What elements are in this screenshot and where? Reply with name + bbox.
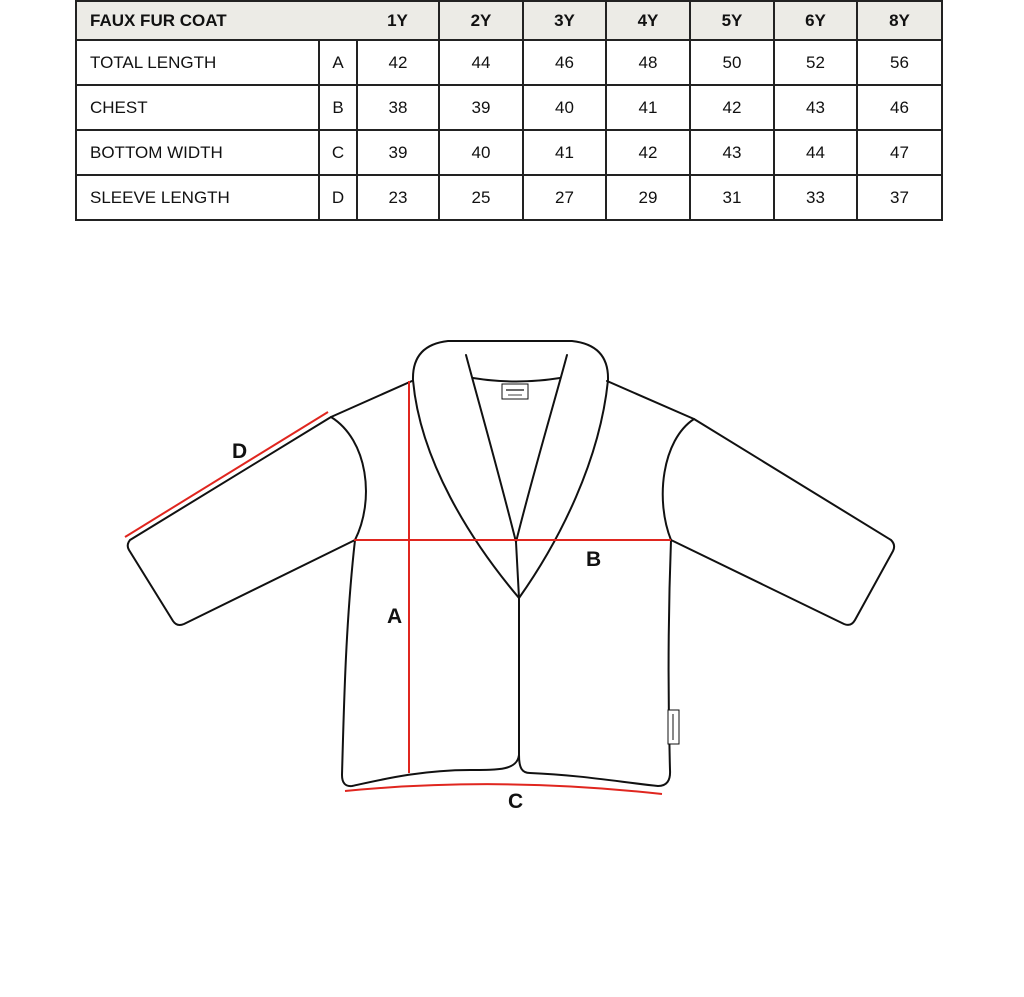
measurement-value: 42 [606, 130, 690, 175]
label-a: A [387, 605, 403, 628]
coat-diagram [0, 230, 1024, 997]
lapel-left-inner [466, 355, 516, 542]
measurement-value: 52 [774, 40, 857, 85]
measurement-name: TOTAL LENGTH [76, 40, 319, 85]
right-armhole-seam [663, 419, 694, 540]
size-header-5y: 5Y [690, 1, 774, 40]
measurement-value: 46 [523, 40, 606, 85]
measurement-value: 37 [857, 175, 942, 220]
label-c: C [508, 790, 524, 813]
measurement-code: D [319, 175, 357, 220]
measurement-value: 44 [774, 130, 857, 175]
table-row [76, 85, 942, 130]
measurement-code: A [319, 40, 357, 85]
header-spacer [319, 1, 357, 40]
measurement-value: 46 [857, 85, 942, 130]
size-header-4y: 4Y [606, 1, 690, 40]
measurement-value: 31 [690, 175, 774, 220]
table-row [76, 130, 942, 175]
measurement-value: 40 [523, 85, 606, 130]
measurement-value: 39 [439, 85, 523, 130]
left-armhole-seam [331, 417, 366, 540]
center-front-line [516, 542, 519, 598]
neckline [473, 378, 560, 382]
table-row [76, 175, 942, 220]
measurement-code: B [319, 85, 357, 130]
measurement-value: 25 [439, 175, 523, 220]
measurement-value: 42 [357, 40, 439, 85]
measurement-value: 39 [357, 130, 439, 175]
measurement-value: 56 [857, 40, 942, 85]
size-header-1y: 1Y [357, 1, 439, 40]
measurement-value: 23 [357, 175, 439, 220]
measurement-code: C [319, 130, 357, 175]
size-header-3y: 3Y [523, 1, 606, 40]
measurement-value: 47 [857, 130, 942, 175]
measurement-value: 48 [606, 40, 690, 85]
size-header-6y: 6Y [774, 1, 857, 40]
label-b: B [586, 548, 602, 571]
right-body-outline [519, 540, 671, 786]
size-header-2y: 2Y [439, 1, 523, 40]
size-header-row [76, 1, 942, 40]
table-row [76, 40, 942, 85]
measurement-value: 41 [523, 130, 606, 175]
label-d: D [232, 440, 248, 463]
measurement-value: 44 [439, 40, 523, 85]
left-sleeve-outline [128, 381, 412, 625]
measurement-name: SLEEVE LENGTH [76, 175, 319, 220]
measurement-value: 33 [774, 175, 857, 220]
measurement-value: 41 [606, 85, 690, 130]
measurement-value: 43 [690, 130, 774, 175]
collar-outline [413, 341, 608, 598]
measurement-value: 50 [690, 40, 774, 85]
measurement-value: 29 [606, 175, 690, 220]
size-chart-table [75, 0, 943, 221]
lapel-right-inner [516, 355, 567, 542]
measurement-value: 43 [774, 85, 857, 130]
measure-line-c [345, 784, 662, 794]
measurement-value: 38 [357, 85, 439, 130]
measurement-value: 42 [690, 85, 774, 130]
measurement-value: 40 [439, 130, 523, 175]
measure-line-d [125, 412, 328, 537]
left-body-outline [342, 540, 519, 786]
measurement-name: CHEST [76, 85, 319, 130]
neck-label [502, 384, 528, 399]
table-title: FAUX FUR COAT [76, 1, 319, 40]
right-sleeve-outline [607, 381, 894, 625]
measurement-name: BOTTOM WIDTH [76, 130, 319, 175]
size-header-8y: 8Y [857, 1, 942, 40]
measurement-value: 27 [523, 175, 606, 220]
